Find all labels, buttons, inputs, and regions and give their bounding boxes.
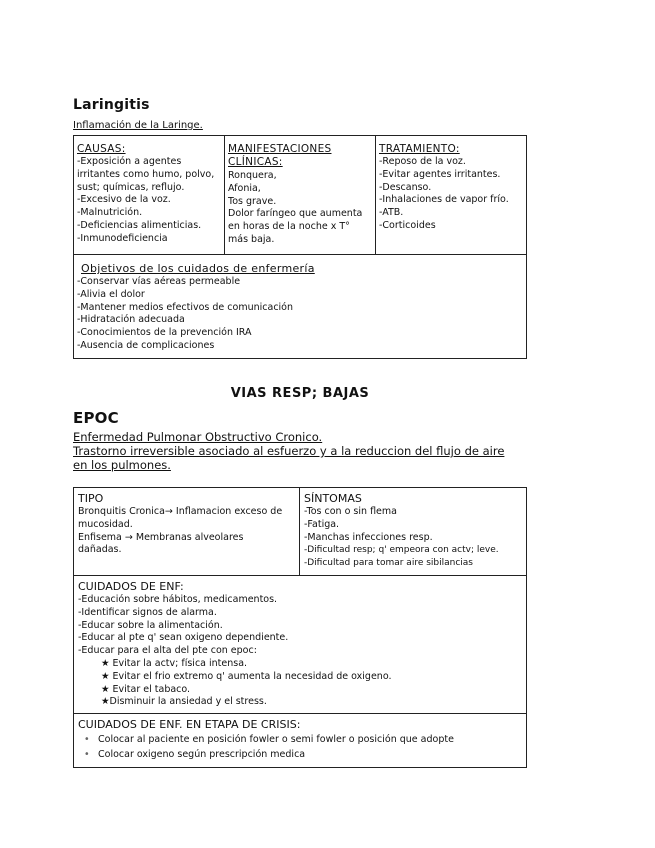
- tratamiento-line: -Corticoides: [379, 219, 436, 231]
- manifestaciones-cell: [228, 143, 374, 247]
- objetivos-heading: Objetivos de los cuidados de enfermería: [81, 262, 315, 275]
- tratamiento-line: -Descanso.: [379, 181, 432, 193]
- manifestaciones-line: Dolor faríngeo que aumenta: [228, 208, 363, 220]
- cuidados-line: -Educar al pte q' sean oxigeno dependiente.: [78, 632, 289, 644]
- objetivos-line: -Ausencia de complicaciones: [77, 339, 215, 351]
- tipo-heading: TIPO: [78, 492, 104, 505]
- epoc-desc-line: en los pulmones.: [73, 458, 171, 472]
- cuidados-line: -Educar sobre la alimentación.: [78, 619, 223, 631]
- epoc-desc-line: Trastorno irreversible asociado al esfuerzo y a la reduccion del flujo de aire: [73, 444, 505, 458]
- table-divider: [73, 254, 527, 255]
- laringitis-title: Laringitis: [73, 97, 150, 113]
- crisis-bullet-text: Colocar oxigeno según prescripción medica: [98, 749, 306, 760]
- manifestaciones-line: Ronquera,: [228, 170, 277, 181]
- tratamiento-line: -ATB.: [379, 207, 404, 219]
- causas-line: -Exposición a agentes: [77, 156, 182, 167]
- table-divider: [375, 135, 376, 255]
- causas-line: -Malnutrición.: [77, 207, 143, 219]
- sintomas-heading: SÍNTOMAS: [304, 492, 362, 505]
- epoc-title: EPOC: [73, 409, 119, 427]
- bullet-icon: •: [84, 734, 90, 745]
- sintomas-line: -Fatiga.: [304, 518, 340, 530]
- causas-line: -Deficiencias alimenticias.: [77, 219, 202, 231]
- tipo-line: dañadas.: [78, 544, 122, 556]
- tratamiento-cell: [379, 143, 525, 233]
- section-title: VIAS RESP; BAJAS: [230, 386, 370, 401]
- table-divider: [299, 487, 300, 576]
- sintomas-line: -Tos con o sin flema: [304, 506, 397, 517]
- causas-line: -Excesivo de la voz.: [77, 194, 171, 206]
- causas-line: -Inmunodeficiencia: [77, 232, 168, 244]
- cuidados-heading: CUIDADOS DE ENF:: [78, 580, 184, 593]
- cuidados-star-item: ★ Evitar el frio extremo q' aumenta la necesidad de oxigeno.: [101, 670, 392, 682]
- manifestaciones-heading: CLÍNICAS:: [228, 156, 283, 168]
- cuidados-line: -Identificar signos de alarma.: [78, 606, 217, 618]
- tipo-line: Bronquitis Cronica→ Inflamacion exceso de: [78, 506, 283, 517]
- tratamiento-line: -Evitar agentes irritantes.: [379, 168, 501, 180]
- epoc-description: [73, 430, 523, 472]
- table-divider: [73, 575, 527, 576]
- objetivos-line: -Alivia el dolor: [77, 288, 145, 300]
- crisis-bullet-text: Colocar al paciente en posición fowler o semi fowler o posición que adopte: [98, 734, 454, 745]
- cuidados-star-item: ★Disminuir la ansiedad y el stress.: [101, 696, 267, 708]
- causas-cell: [77, 143, 222, 246]
- table-divider: [73, 713, 527, 714]
- tratamiento-line: -Reposo de la voz.: [379, 156, 466, 167]
- cuidados-star-item: ★ Evitar el tabaco.: [101, 683, 191, 695]
- objetivos-line: -Conservar vías aéreas permeable: [77, 276, 241, 287]
- objetivos-line: -Hidratación adecuada: [77, 314, 185, 326]
- manifestaciones-line: en horas de la noche x T°: [228, 221, 350, 233]
- tipo-cell: [78, 492, 297, 557]
- cuidados-star-item: ★ Evitar la actv; física intensa.: [101, 657, 248, 669]
- laringitis-subtitle: Inflamación de la Laringe.: [73, 120, 203, 131]
- manifestaciones-line: Tos grave.: [228, 195, 277, 207]
- sintomas-cell: [304, 492, 525, 570]
- objetivos-line: -Mantener medios efectivos de comunicación: [77, 301, 294, 313]
- cuidados-line: -Educar para el alta del pte con epoc:: [78, 645, 257, 657]
- tipo-line: Enfisema → Membranas alveolares: [78, 531, 244, 543]
- manifestaciones-line: Afonia,: [228, 182, 261, 194]
- crisis-heading: CUIDADOS DE ENF. EN ETAPA DE CRISIS:: [78, 718, 301, 731]
- crisis-cell: [78, 718, 524, 762]
- crisis-bullet-item: [78, 747, 524, 762]
- cuidados-line: -Educación sobre hábitos, medicamentos.: [78, 594, 278, 605]
- cuidados-cell: [78, 580, 524, 709]
- objetivos-cell: [77, 262, 523, 353]
- manifestaciones-heading: MANIFESTACIONES: [228, 143, 332, 155]
- objetivos-line: -Conocimientos de la prevención IRA: [77, 327, 252, 339]
- tratamiento-heading: TRATAMIENTO:: [379, 143, 460, 155]
- crisis-bullet-item: [78, 732, 524, 747]
- causas-line: sust; químicas, reflujo.: [77, 181, 185, 193]
- table-divider: [224, 135, 225, 255]
- bullet-icon: •: [84, 749, 90, 760]
- causas-line: irritantes como humo, polvo,: [77, 168, 215, 180]
- causas-heading: CAUSAS:: [77, 143, 126, 155]
- manifestaciones-line: más baja.: [228, 233, 275, 245]
- epoc-desc-line: Enfermedad Pulmonar Obstructivo Cronico.: [73, 430, 323, 444]
- tratamiento-line: -Inhalaciones de vapor frío.: [379, 194, 509, 206]
- tipo-line: mucosidad.: [78, 518, 133, 530]
- sintomas-line: -Dificultad para tomar aire sibilancias: [304, 558, 473, 569]
- sintomas-line: -Manchas infecciones resp.: [304, 531, 433, 543]
- sintomas-line: -Dificultad resp; q' empeora con actv; leve.: [304, 545, 499, 556]
